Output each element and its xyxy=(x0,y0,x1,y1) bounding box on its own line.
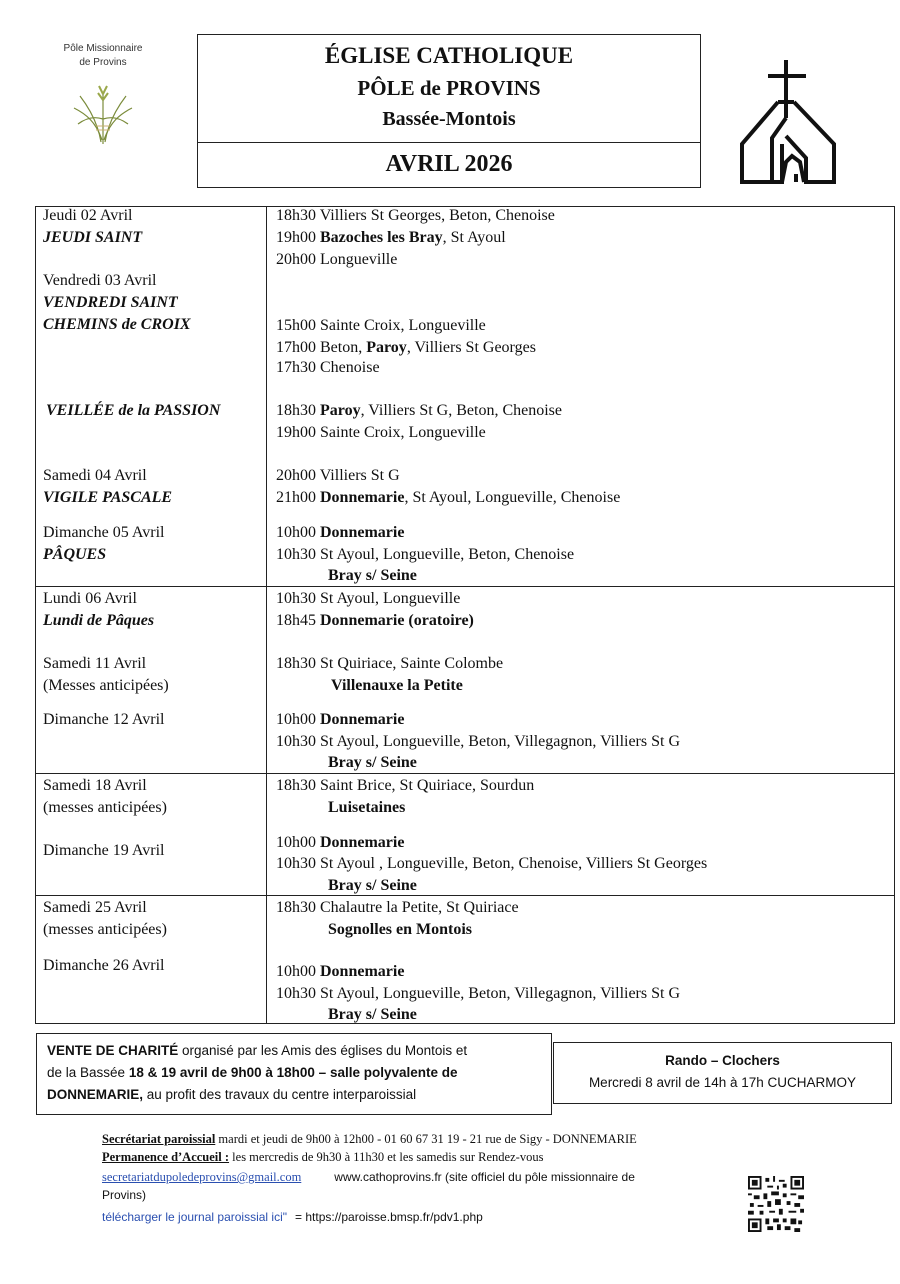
mass-location: Villenauxe la Petite xyxy=(331,677,463,694)
mass-time: 18h30 St Quiriace, Sainte Colombe xyxy=(276,655,504,672)
header-divider xyxy=(198,142,700,143)
rando-box xyxy=(553,1042,892,1104)
celebration-title: VENDREDI SAINT xyxy=(43,294,178,311)
church-icon xyxy=(738,58,838,188)
header-month: AVRIL 2026 xyxy=(385,151,513,177)
mass-time: 20h00 Longueville xyxy=(276,251,398,268)
mass-location: Bray s/ Seine xyxy=(328,877,417,894)
date-label: Dimanche 19 Avril xyxy=(43,842,165,859)
celebration-title: CHEMINS de CROIX xyxy=(43,316,191,333)
mass-time: 10h00 Donnemarie xyxy=(276,963,405,980)
journal-url[interactable]: = https://paroisse.bmsp.fr/pdv1.php xyxy=(295,1210,483,1224)
header-sector: Bassée-Montois xyxy=(382,108,516,130)
mass-time: 19h00 Bazoches les Bray, St Ayoul xyxy=(276,229,506,246)
mass-time: 10h30 St Ayoul, Longueville xyxy=(276,590,461,607)
mass-time: 17h30 Chenoise xyxy=(276,359,380,376)
mass-time: 18h45 Donnemarie (oratoire) xyxy=(276,612,474,629)
secretariat-label: Secrétariat paroissial xyxy=(102,1132,216,1146)
charity-line2: de la Bassée 18 & 19 avril de 9h00 à 18h00 – salle polyvalente de xyxy=(47,1065,458,1080)
contact-line xyxy=(102,1168,722,1186)
charity-sale-box xyxy=(36,1033,552,1115)
celebration-title: PÂQUES xyxy=(43,546,107,563)
header-title: ÉGLISE CATHOLIQUE xyxy=(324,43,574,68)
permanence-line: Permanence d’Accueil : les mercredis de 9h30 à 11h30 et les samedis sur Rendez-vous xyxy=(102,1150,544,1164)
mass-time: 10h30 St Ayoul, Longueville, Beton, Chenoise xyxy=(276,546,575,563)
header-subtitle: PÔLE de PROVINS xyxy=(357,76,541,100)
date-note: (Messes anticipées) xyxy=(43,677,169,694)
celebration-title: JEUDI SAINT xyxy=(43,229,143,246)
email-link[interactable]: secretariatdupoledeprovins@gmail.com xyxy=(102,1170,302,1184)
table-row-divider xyxy=(35,895,895,896)
date-label: Dimanche 05 Avril xyxy=(43,524,165,541)
rando-text: Mercredi 8 avril de 14h à 17h CUCHARMOY xyxy=(588,1075,857,1090)
mass-location: Luisetaines xyxy=(328,799,406,816)
permanence-label: Permanence d’Accueil : xyxy=(102,1150,230,1164)
charity-title: VENTE DE CHARITÉ xyxy=(47,1043,179,1058)
mass-location: Sognolles en Montois xyxy=(328,921,473,938)
date-label: Lundi 06 Avril xyxy=(43,590,137,607)
header-box xyxy=(197,34,701,188)
table-row-divider xyxy=(35,773,895,774)
mass-location: Bray s/ Seine xyxy=(328,1006,417,1023)
mass-time: 15h00 Sainte Croix, Longueville xyxy=(276,317,486,334)
journal-link[interactable]: télécharger le journal paroissial ici" xyxy=(102,1210,288,1224)
date-label: Samedi 11 Avril xyxy=(43,655,147,672)
mass-time: 19h00 Sainte Croix, Longueville xyxy=(276,424,486,441)
logo-line1: Pôle Missionnaire xyxy=(63,43,143,54)
table-row-divider xyxy=(35,586,895,587)
mass-time: 18h30 Villiers St Georges, Beton, Chenoise xyxy=(276,207,555,224)
wheat-sheaf-icon xyxy=(68,74,138,146)
mass-location: Bray s/ Seine xyxy=(328,567,417,584)
date-label: Dimanche 12 Avril xyxy=(43,711,165,728)
mass-time: 10h30 St Ayoul , Longueville, Beton, Chenoise, Villiers St Georges xyxy=(276,855,708,872)
date-label: Dimanche 26 Avril xyxy=(43,957,165,974)
rando-title: Rando – Clochers xyxy=(665,1053,780,1068)
mass-time: 20h00 Villiers St G xyxy=(276,467,400,484)
mass-location: Bray s/ Seine xyxy=(328,754,417,771)
celebration-title: VIGILE PASCALE xyxy=(43,489,173,506)
celebration-title: Lundi de Pâques xyxy=(43,612,155,629)
mass-time: 18h30 Saint Brice, St Quiriace, Sourdun xyxy=(276,777,535,794)
mass-time: 10h00 Donnemarie xyxy=(276,711,405,728)
date-label: Samedi 04 Avril xyxy=(43,467,147,484)
logo-line2: de Provins xyxy=(79,57,127,68)
footer xyxy=(102,1130,722,1226)
celebration-title: VEILLÉE de la PASSION xyxy=(46,402,221,419)
qr-code-icon[interactable] xyxy=(748,1176,804,1232)
mass-time: 10h00 Donnemarie xyxy=(276,524,405,541)
date-label: Jeudi 02 Avril xyxy=(43,207,133,224)
mass-time: 18h30 Chalautre la Petite, St Quiriace xyxy=(276,899,519,916)
website-text-cont: Provins) xyxy=(102,1188,147,1202)
date-note: (messes anticipées) xyxy=(43,921,167,938)
secretariat-line: Secrétariat paroissial mardi et jeudi de 9h00 à 12h00 - 01 60 67 31 19 - 21 rue de Sigy - DONNEMARIE xyxy=(102,1132,637,1146)
date-label: Samedi 25 Avril xyxy=(43,899,147,916)
mass-time: 10h30 St Ayoul, Longueville, Beton, Villegagnon, Villiers St G xyxy=(276,985,681,1002)
mass-time: 17h00 Beton, Paroy, Villiers St Georges xyxy=(276,339,536,356)
charity-line1: VENTE DE CHARITÉ organisé par les Amis des églises du Montois et xyxy=(47,1043,468,1058)
date-label: Samedi 18 Avril xyxy=(43,777,147,794)
mass-time: 18h30 Paroy, Villiers St G, Beton, Chenoise xyxy=(276,402,562,419)
mass-time: 10h30 St Ayoul, Longueville, Beton, Villegagnon, Villiers St G xyxy=(276,733,681,750)
mass-time: 21h00 Donnemarie, St Ayoul, Longueville, Chenoise xyxy=(276,489,621,506)
journal-line xyxy=(102,1208,722,1226)
logo xyxy=(48,42,158,151)
table-column-divider xyxy=(266,206,267,1024)
date-note: (messes anticipées) xyxy=(43,799,167,816)
mass-time: 10h00 Donnemarie xyxy=(276,834,405,851)
charity-line3: DONNEMARIE, au profit des travaux du centre interparoissial xyxy=(47,1087,417,1102)
website-text[interactable]: www.cathoprovins.fr (site officiel du pôle missionnaire de xyxy=(334,1170,635,1184)
date-label: Vendredi 03 Avril xyxy=(43,272,157,289)
